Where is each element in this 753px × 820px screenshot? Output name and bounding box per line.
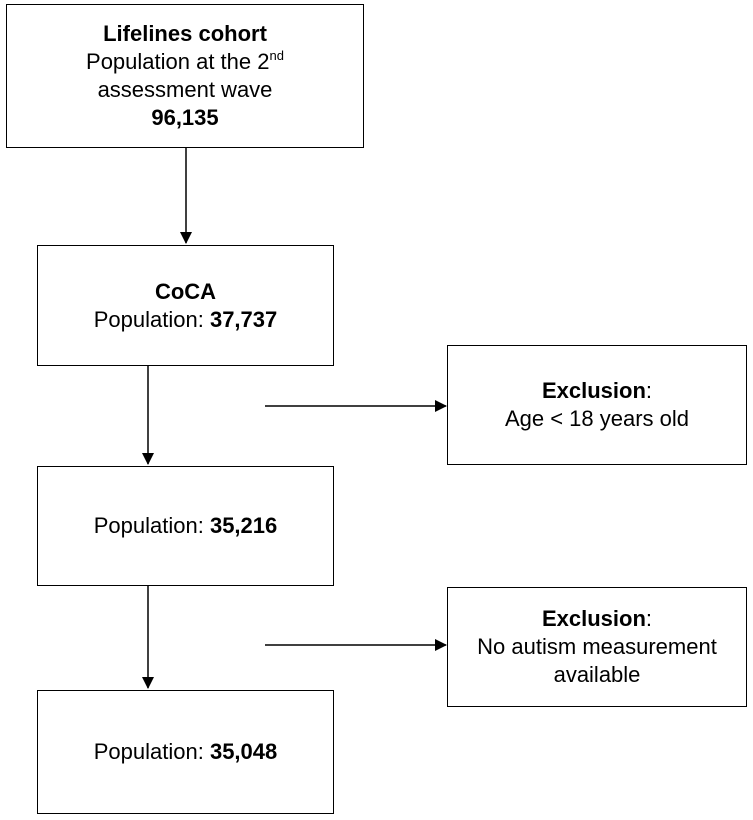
- lifelines-line1-sup: nd: [269, 48, 284, 63]
- lifelines-count: 96,135: [151, 105, 219, 130]
- final-population-label: Population:: [93, 739, 210, 764]
- final-population-count: 35,048: [209, 739, 278, 764]
- final-population: [94, 738, 278, 766]
- lifelines-cohort-box: [6, 4, 364, 148]
- step2-population-label: Population:: [93, 513, 210, 538]
- autism-exclusion-heading: [542, 605, 652, 633]
- autism-exclusion-box: [447, 587, 747, 707]
- coca-population: [94, 306, 278, 334]
- age-exclusion-heading: [542, 377, 652, 405]
- autism-exclusion-heading-colon: :: [645, 606, 653, 631]
- autism-exclusion-heading-word: Exclusion: [541, 606, 646, 631]
- autism-exclusion-line1: No autism measurement: [477, 634, 717, 659]
- step2-population-count: 35,216: [209, 513, 278, 538]
- lifelines-line1: [86, 48, 284, 76]
- population-step2-box: [37, 466, 334, 586]
- age-exclusion-box: [447, 345, 747, 465]
- lifelines-title: Lifelines cohort: [103, 21, 267, 46]
- lifelines-line1-prefix: Population at the 2: [86, 49, 270, 74]
- age-exclusion-heading-word: Exclusion: [541, 378, 646, 403]
- lifelines-line2: assessment wave: [97, 77, 273, 102]
- coca-box: [37, 245, 334, 366]
- age-exclusion-text: Age < 18 years old: [504, 406, 690, 431]
- coca-title: CoCA: [154, 278, 217, 304]
- coca-population-label: Population:: [93, 306, 210, 332]
- final-population-box: [37, 690, 334, 814]
- step2-population: [94, 512, 278, 540]
- age-exclusion-heading-colon: :: [645, 378, 653, 403]
- coca-population-count: 37,737: [209, 306, 278, 332]
- autism-exclusion-line2: available: [553, 662, 641, 687]
